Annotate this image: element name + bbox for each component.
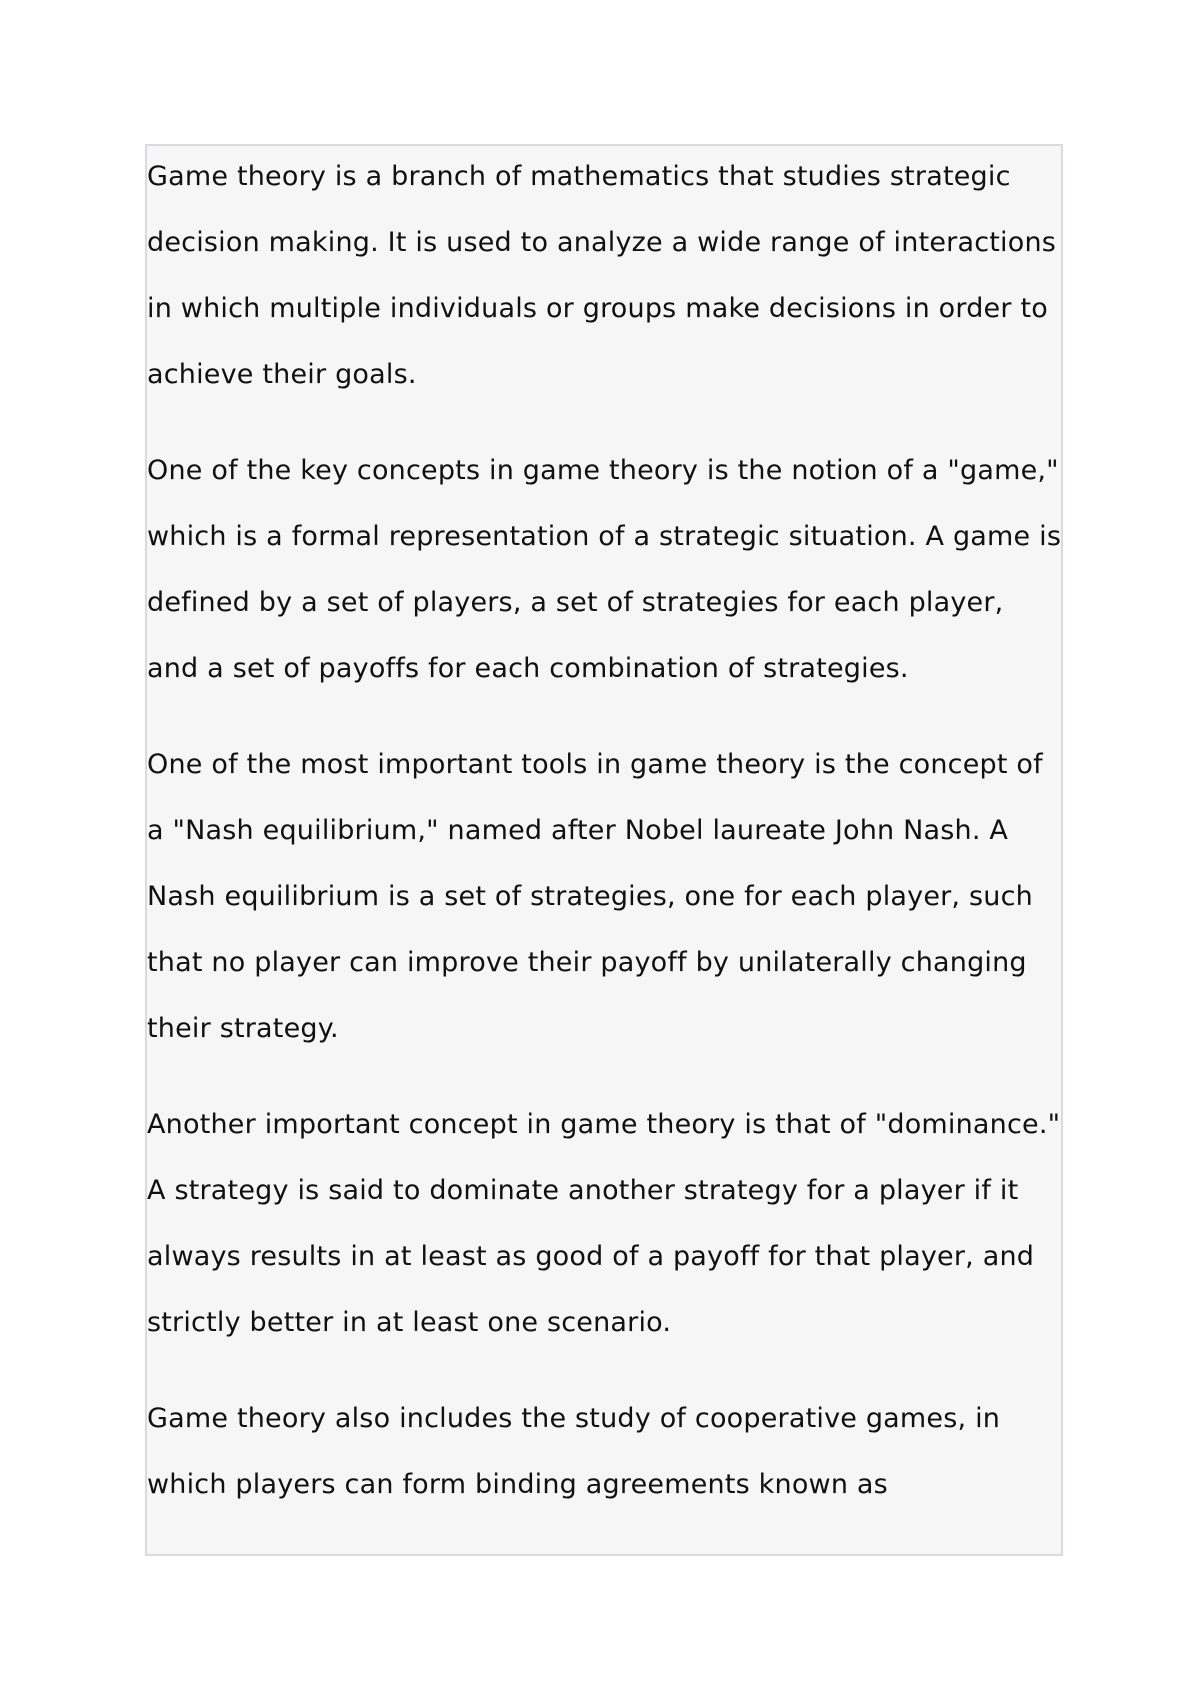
paragraph-3: One of the most important tools in game theory is the concept of a "Nash equilibrium," named after Nobel laureate John Nash. A Nash equilibrium is a set of strategies, one for each player, such that no player can improve their payoff by unilaterally changing their strategy.	[147, 749, 1043, 1044]
document-text-box	[145, 144, 1063, 1556]
paragraph-5: Game theory also includes the study of cooperative games, in which players can form binding agreements known as	[147, 1403, 1001, 1500]
paragraph-2: One of the key concepts in game theory is the notion of a "game," which is a formal representation of a strategic situation. A game is defined by a set of players, a set of strategies for each player, and a set of payoffs for each combination of strategies.	[147, 455, 1062, 684]
paragraph-4: Another important concept in game theory is that of "dominance." A strategy is said to dominate another strategy for a player if it always results in at least as good of a payoff for that player, and strictly better in at least one scenario.	[147, 1109, 1061, 1338]
paragraph-1: Game theory is a branch of mathematics that studies strategic decision making. It is used to analyze a wide range of interactions in which multiple individuals or groups make decisions in order to achieve their goals.	[147, 161, 1057, 390]
